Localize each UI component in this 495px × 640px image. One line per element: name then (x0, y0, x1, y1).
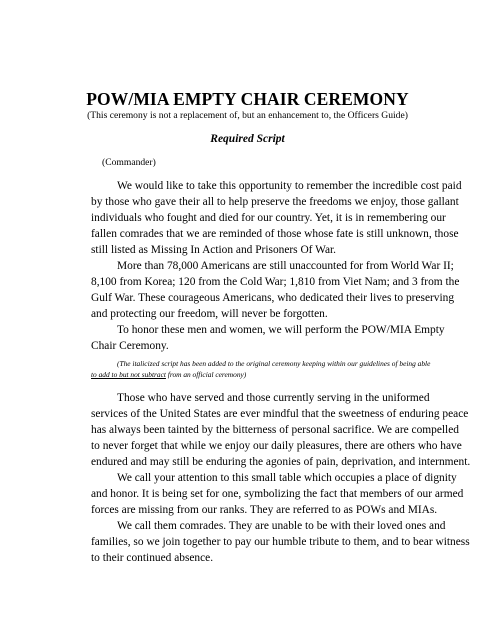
paragraph-1 (91, 178, 463, 258)
document-title: POW/MIA EMPTY CHAIR CEREMONY (86, 89, 409, 109)
paragraph-line: to never forget that while we enjoy our daily pleasures, there are others who have (91, 440, 462, 452)
paragraph-line: Gulf War. These courageous Americans, who dedicated their lives to preserving (91, 292, 455, 304)
paragraph-line: services of the United States are ever mindful that the sweetness of enduring peace (91, 408, 469, 420)
paragraph-line: still listed as Missing In Action and Prisoners Of War. (91, 244, 337, 256)
paragraph-line: to their continued absence. (91, 552, 214, 564)
speaker-label: (Commander) (102, 157, 156, 168)
paragraph-2 (91, 258, 463, 322)
paragraph-line: We call your attention to this small table which occupies a place of dignity (117, 472, 457, 484)
note-line: (The italicized script has been added to the original ceremony keeping within our guidelines of being able (117, 359, 431, 368)
paragraph-line: and honor. It is being set for one, symbolizing the fact that members of our armed (91, 488, 464, 500)
document-subtitle: (This ceremony is not a replacement of, but an enhancement to, the Officers Guide) (87, 110, 408, 121)
paragraph-3 (91, 322, 463, 354)
paragraph-6 (91, 518, 470, 566)
note-line (91, 369, 463, 380)
note-underlined-text: to add to but not subtract (91, 370, 166, 379)
paragraph-line: fallen comrades that we are reminded of those whose fate is still unknown, those (91, 228, 459, 240)
note-text: from an official ceremony) (165, 370, 247, 379)
italic-script-note (91, 358, 463, 380)
paragraph-line: We call them comrades. They are unable to be with their loved ones and (117, 520, 446, 532)
paragraph-line: individuals who fought and died for our country. Yet, it is in remembering our (91, 212, 446, 224)
paragraph-line: families, so we join together to pay our humble tribute to them, and to bear witness (91, 536, 470, 548)
paragraph-line: has always been tainted by the bitterness of personal sacrifice. We are compelled (91, 424, 459, 436)
paragraph-line: To honor these men and women, we will perform the POW/MIA Empty (117, 324, 445, 336)
paragraph-line: More than 78,000 Americans are still unaccounted for from World War II; (117, 260, 454, 272)
paragraph-line: by those who gave their all to help preserve the freedoms we enjoy, those gallant (91, 196, 459, 208)
required-script-heading: Required Script (210, 133, 285, 145)
paragraph-line: forces are missing from our ranks. They are referred to as POWs and MIAs. (91, 504, 438, 516)
paragraph-5 (91, 470, 463, 518)
paragraph-line: Chair Ceremony. (91, 340, 169, 352)
paragraph-line: and protecting our freedom, will never be forgotten. (91, 308, 328, 320)
paragraph-line: 8,100 from Korea; 120 from the Cold War; 1,810 from Viet Nam; and 3 from the (91, 276, 460, 288)
paragraph-line: endured and may still be enduring the agonies of pain, deprivation, and internment. (91, 456, 471, 468)
paragraph-line: Those who have served and those currently serving in the uniformed (117, 392, 430, 404)
paragraph-line: We would like to take this opportunity to remember the incredible cost paid (117, 180, 462, 192)
paragraph-4 (91, 390, 471, 470)
